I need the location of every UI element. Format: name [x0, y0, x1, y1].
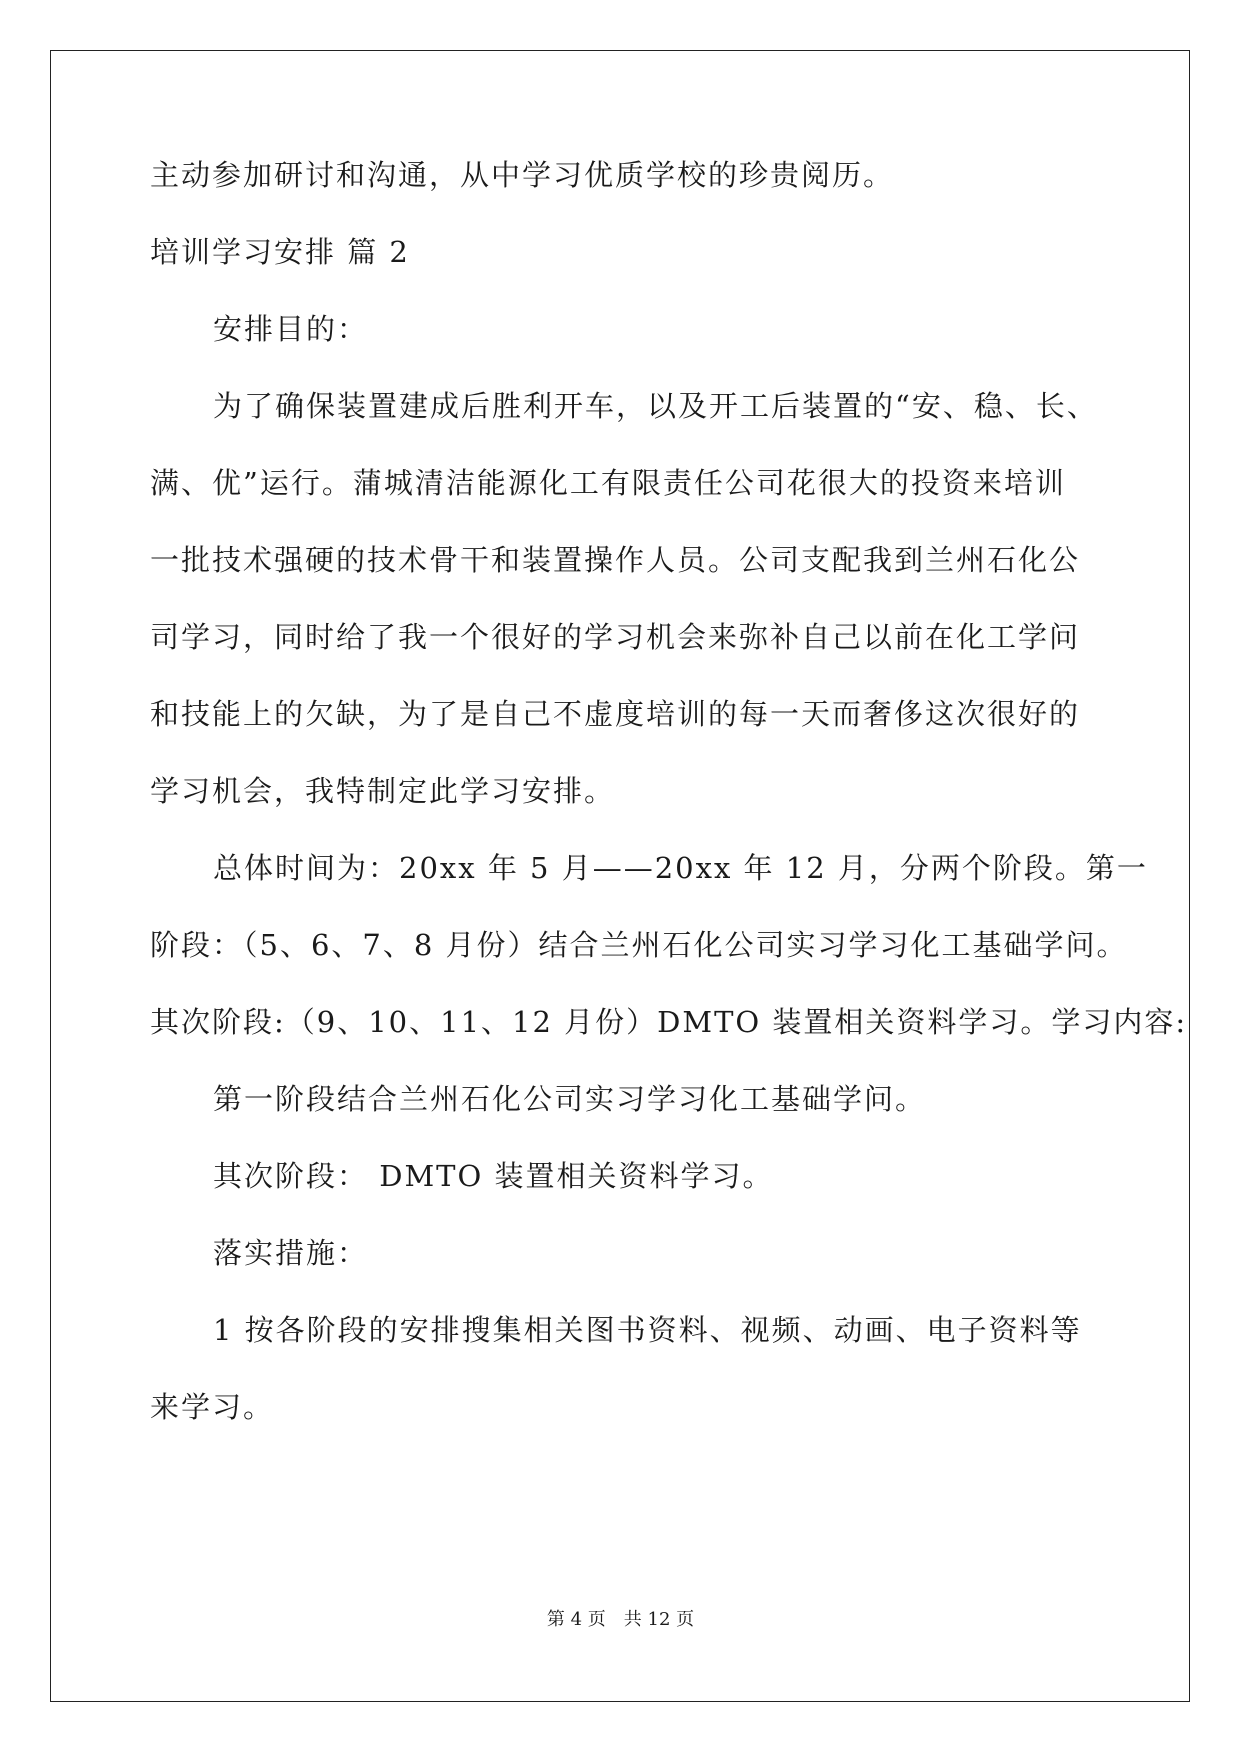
section-heading: 培训学习安排 篇 2	[150, 235, 410, 269]
body-line-6: 一批技术强硬的技术骨干和装置操作人员。公司支配我到兰州石化公	[150, 543, 1081, 577]
body-line-11: 阶段：（5、6、7、8 月份）结合兰州石化公司实习学习化工基础学问。	[150, 928, 1128, 962]
body-line-17: 来学习。	[150, 1390, 275, 1424]
page-footer	[0, 1608, 1241, 1632]
body-line-12: 其次阶段:（9、10、11、12 月份）DMTO 装置相关资料学习。学习内容:	[150, 1005, 1188, 1039]
body-line-16: 1 按各阶段的安排搜集相关图书资料、视频、动画、电子资料等	[213, 1313, 1082, 1347]
body-line-14: 其次阶段： DMTO 装置相关资料学习。	[213, 1159, 774, 1193]
body-line-10: 总体时间为：20xx 年 5 月——20xx 年 12 月，分两个阶段。第一	[213, 851, 1148, 885]
body-line-3: 安排目的：	[213, 312, 369, 346]
body-line-4: 为了确保装置建成后胜利开车，以及开工后装置的“安、稳、长、	[213, 389, 1098, 423]
page-total: 共 12 页	[623, 1609, 695, 1630]
body-line-8: 和技能上的欠缺，为了是自己不虚度培训的每一天而奢侈这次很好的	[150, 697, 1081, 731]
body-line-13: 第一阶段结合兰州石化公司实习学习化工基础学问。	[213, 1082, 927, 1116]
body-line-7: 司学习，同时给了我一个很好的学习机会来弥补自己以前在化工学问	[150, 620, 1081, 654]
page-number: 第 4 页	[546, 1609, 606, 1630]
body-line-9: 学习机会，我特制定此学习安排。	[150, 774, 616, 808]
body-line-15: 落实措施：	[213, 1236, 369, 1270]
body-line-5: 满、优”运行。蒲城清洁能源化工有限责任公司花很大的投资来培训	[150, 466, 1066, 500]
body-line-1: 主动参加研讨和沟通，从中学习优质学校的珍贵阅历。	[150, 158, 895, 192]
